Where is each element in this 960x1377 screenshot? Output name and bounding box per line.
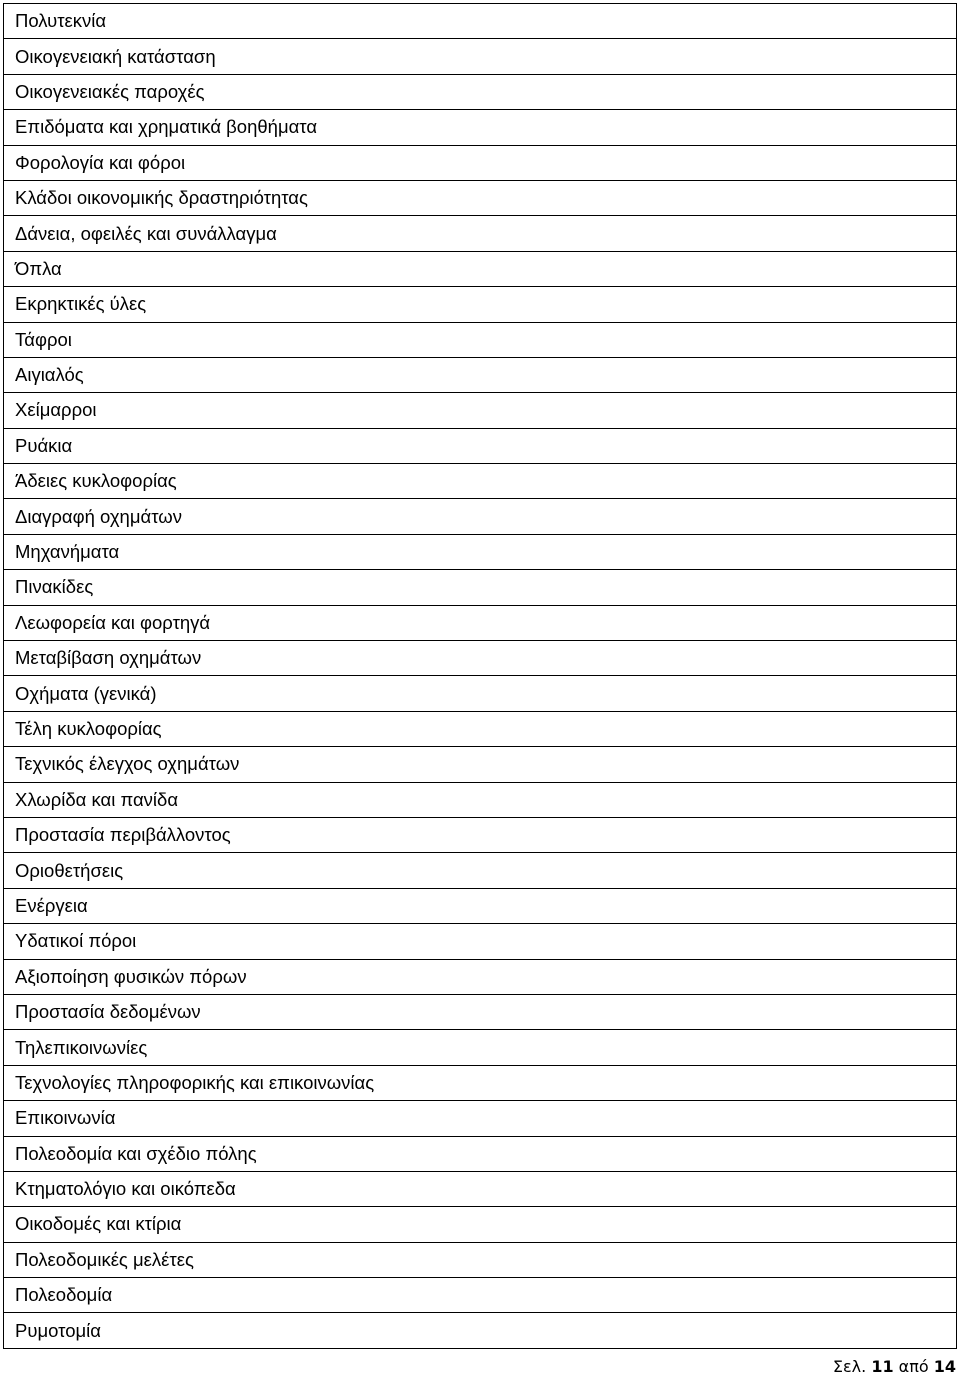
topic-cell: Οικοδομές και κτίρια <box>4 1207 957 1242</box>
topic-cell: Τεχνικός έλεγχος οχημάτων <box>4 747 957 782</box>
page-of-label: από <box>898 1357 929 1376</box>
topic-cell: Τάφροι <box>4 322 957 357</box>
table-row <box>4 393 957 428</box>
topic-cell: Υδατικοί πόροι <box>4 924 957 959</box>
topic-cell: Επιδόματα και χρηματικά βοηθήματα <box>4 110 957 145</box>
topic-cell: Ενέργεια <box>4 888 957 923</box>
topic-cell: Τηλεπικοινωνίες <box>4 1030 957 1065</box>
topic-cell: Όπλα <box>4 251 957 286</box>
topic-cell: Οχήματα (γενικά) <box>4 676 957 711</box>
topics-table <box>3 3 957 1349</box>
table-row <box>4 251 957 286</box>
topic-cell: Διαγραφή οχημάτων <box>4 499 957 534</box>
table-row <box>4 711 957 746</box>
topic-cell: Αξιοποίηση φυσικών πόρων <box>4 959 957 994</box>
table-row <box>4 499 957 534</box>
table-row <box>4 1171 957 1206</box>
topic-cell: Πολεοδομία και σχέδιο πόλης <box>4 1136 957 1171</box>
table-row <box>4 676 957 711</box>
table-row <box>4 428 957 463</box>
topic-cell: Φορολογία και φόροι <box>4 145 957 180</box>
table-row <box>4 994 957 1029</box>
table-row <box>4 641 957 676</box>
topic-cell: Χλωρίδα και πανίδα <box>4 782 957 817</box>
table-row <box>4 180 957 215</box>
topic-cell: Μηχανήματα <box>4 534 957 569</box>
table-row <box>4 216 957 251</box>
table-row <box>4 782 957 817</box>
topic-cell: Οριοθετήσεις <box>4 853 957 888</box>
topic-cell: Επικοινωνία <box>4 1101 957 1136</box>
table-row <box>4 959 957 994</box>
table-row <box>4 1101 957 1136</box>
page-label: Σελ. <box>832 1357 867 1376</box>
table-row <box>4 357 957 392</box>
table-row <box>4 1065 957 1100</box>
topic-cell: Κτηματολόγιο και οικόπεδα <box>4 1171 957 1206</box>
table-row <box>4 570 957 605</box>
table-row <box>4 1313 957 1348</box>
table-row <box>4 110 957 145</box>
topic-cell: Ρυάκια <box>4 428 957 463</box>
table-row <box>4 287 957 322</box>
table-row <box>4 853 957 888</box>
table-row <box>4 145 957 180</box>
topic-cell: Κλάδοι οικονομικής δραστηριότητας <box>4 180 957 215</box>
table-row <box>4 534 957 569</box>
table-row <box>4 322 957 357</box>
table-row <box>4 817 957 852</box>
page-number-footer <box>833 1357 956 1377</box>
current-page-number: 11 <box>871 1357 894 1376</box>
topic-cell: Λεωφορεία και φορτηγά <box>4 605 957 640</box>
topic-cell: Ρυμοτομία <box>4 1313 957 1348</box>
table-row <box>4 1207 957 1242</box>
table-row <box>4 74 957 109</box>
topic-cell: Τέλη κυκλοφορίας <box>4 711 957 746</box>
table-row <box>4 4 957 39</box>
table-row <box>4 1136 957 1171</box>
topic-cell: Πολεοδομία <box>4 1278 957 1313</box>
topic-cell: Πινακίδες <box>4 570 957 605</box>
table-row <box>4 1242 957 1277</box>
table-row <box>4 1278 957 1313</box>
topic-cell: Προστασία δεδομένων <box>4 994 957 1029</box>
topic-cell: Άδειες κυκλοφορίας <box>4 464 957 499</box>
table-row <box>4 747 957 782</box>
topic-cell: Πολεοδομικές μελέτες <box>4 1242 957 1277</box>
topic-cell: Δάνεια, οφειλές και συνάλλαγμα <box>4 216 957 251</box>
topic-cell: Πολυτεκνία <box>4 4 957 39</box>
total-pages-number: 14 <box>933 1357 956 1376</box>
table-row <box>4 464 957 499</box>
topic-cell: Χείμαρροι <box>4 393 957 428</box>
topic-cell: Εκρηκτικές ύλες <box>4 287 957 322</box>
table-row <box>4 888 957 923</box>
topic-cell: Προστασία περιβάλλοντος <box>4 817 957 852</box>
topic-cell: Οικογενειακές παροχές <box>4 74 957 109</box>
table-row <box>4 605 957 640</box>
table-row <box>4 39 957 74</box>
topics-table-body <box>4 4 957 1349</box>
table-row <box>4 924 957 959</box>
topic-cell: Αιγιαλός <box>4 357 957 392</box>
topic-cell: Οικογενειακή κατάσταση <box>4 39 957 74</box>
topic-cell: Τεχνολογίες πληροφορικής και επικοινωνίας <box>4 1065 957 1100</box>
topic-cell: Μεταβίβαση οχημάτων <box>4 641 957 676</box>
table-row <box>4 1030 957 1065</box>
